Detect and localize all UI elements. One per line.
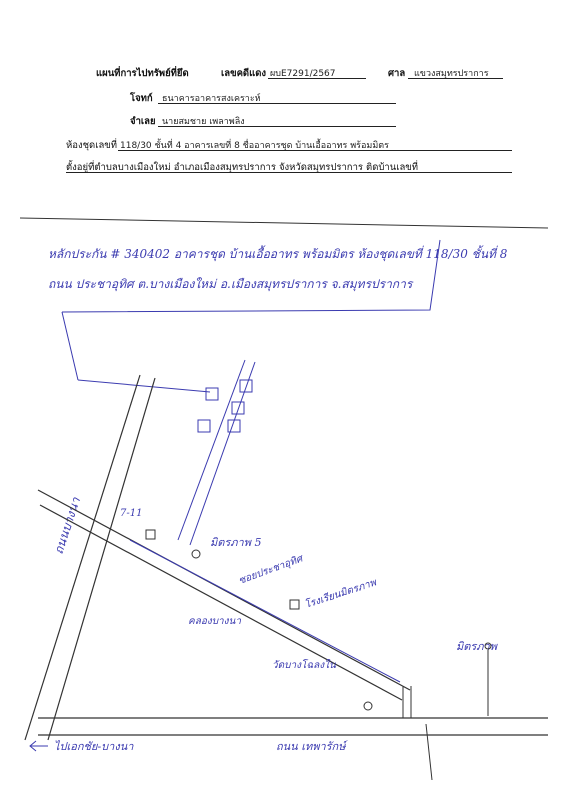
building-block-1: [206, 388, 218, 400]
location-label: ตั้งอยู่ที่ตำบลบางเมืองใหม่ อำเภอเมืองสมุทรปราการ จังหวัดสมุทรปราการ ติดบ้านเลขที่: [66, 162, 419, 173]
plaintiff-label: โจทก์: [130, 93, 153, 104]
bottom-right-label: ถนน เทพารักษ์: [276, 740, 346, 753]
building-block-4: [198, 420, 210, 432]
school-label: โรงเรียนมิตรภาพ: [303, 577, 378, 611]
seven-eleven-label: 7-11: [120, 508, 143, 519]
temple-marker-icon: [364, 702, 372, 710]
lane-edge-2: [190, 362, 255, 545]
bottom-connector: [426, 724, 432, 780]
gate-label: มิตรภาพ 5: [210, 536, 262, 549]
building-block-3: [232, 402, 244, 414]
canal-label: คลองบางนา: [188, 616, 242, 627]
court-label: ศาล: [388, 68, 406, 79]
plaintiff-value: ธนาคารอาคารสงเคราะห์: [162, 94, 261, 104]
gate-marker-icon: [192, 550, 200, 558]
diagonal-lane-line: [130, 540, 400, 682]
pointer-line-2: [78, 380, 210, 392]
temple-label: วัดบางโฉลงใน: [272, 660, 336, 671]
sketch-top-line: [20, 218, 548, 228]
unit-label: ห้องชุดเลขที่: [66, 140, 118, 151]
case-number-label: เลขคดีแดง: [221, 68, 267, 79]
seven-eleven-box: [146, 530, 155, 539]
bottom-left-label: ไปเอกชัย-บางนา: [54, 740, 134, 753]
road-left-edge-1: [25, 375, 143, 740]
handwritten-note-line2: ถนน ประชาอุทิศ ต.บางเมืองใหม่ อ.เมืองสมุทรปราการ จ.สมุทรปราการ: [48, 277, 413, 291]
handwritten-note-line1: หลักประกัน # 340402 อาคารชุด บ้านเอื้ออาทร พร้อมมิตร ห้องชุดเลขที่ 118/30 ชั้นที่ 8: [48, 247, 508, 261]
pointer-line: [62, 312, 78, 380]
road-left-label: ถนนบางนา: [51, 495, 84, 556]
lane-edge-1: [178, 360, 245, 540]
defendant-value: นายสมชาย เพลาพลิง: [162, 117, 245, 127]
diagonal-road-edge-2: [40, 505, 402, 700]
court-value: แขวงสมุทรปราการ: [414, 69, 489, 79]
case-number-value: ผบE7291/2567: [270, 69, 336, 79]
form-title: แผนที่การไปทรัพย์ที่ยึด: [96, 68, 189, 79]
lane-label: ซอยประชาอุทิศ: [237, 553, 305, 587]
defendant-label: จำเลย: [130, 116, 156, 127]
unit-value: 118/30 ชั้นที่ 4 อาคารเลขที่ 8 ชื่ออาคารชุด บ้านเอื้ออาทร พร้อมมิตร: [120, 141, 389, 151]
road-left-edge-2: [48, 378, 155, 740]
landmark-right-label: มิตรภาพ: [456, 640, 497, 653]
school-box: [290, 600, 299, 609]
